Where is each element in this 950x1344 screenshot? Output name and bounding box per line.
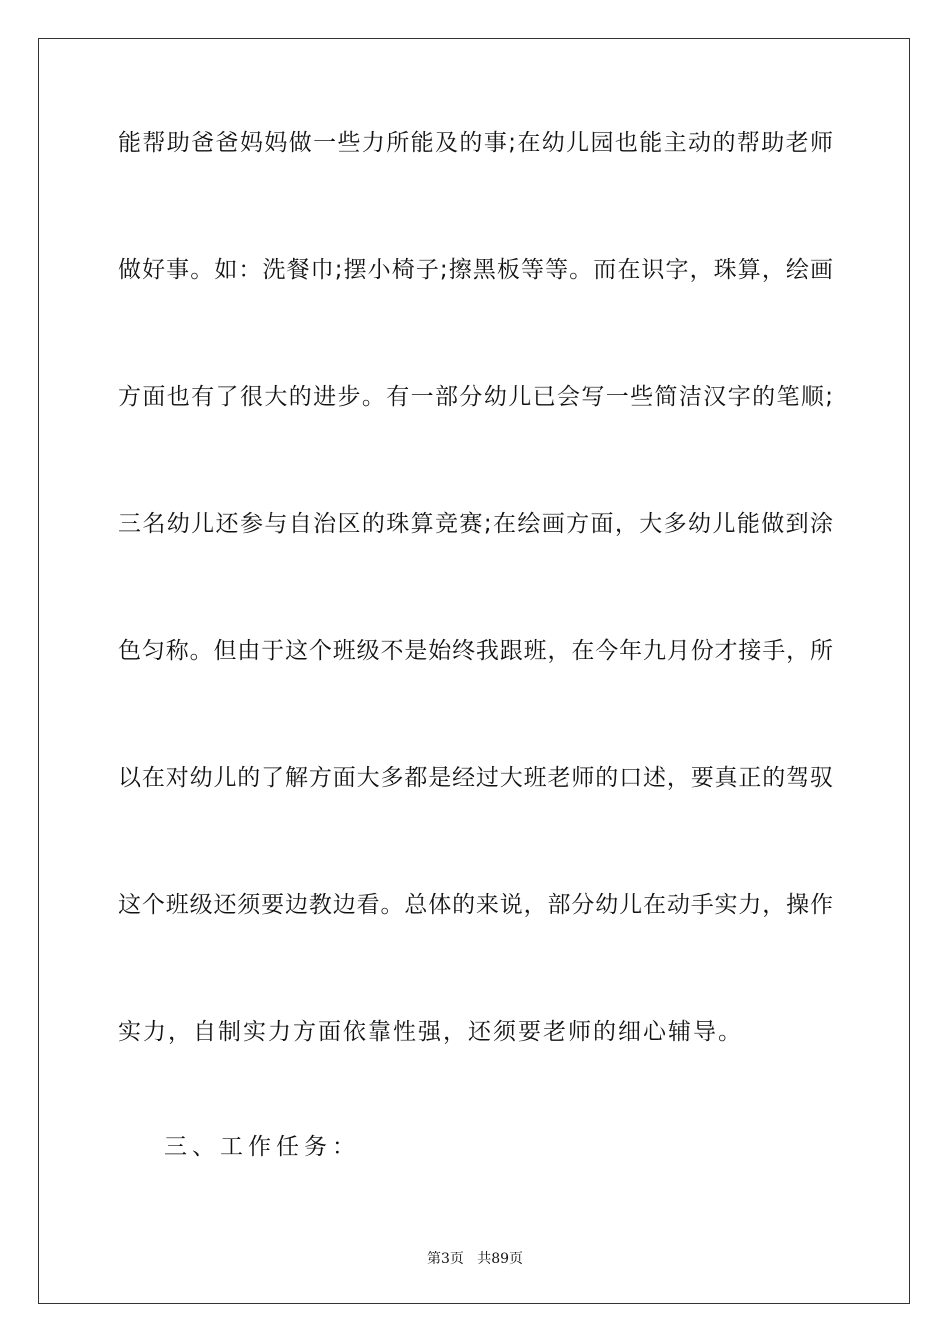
paragraph-line: 以在对幼儿的了解方面大多都是经过大班老师的口述，要真正的驾驭 <box>118 765 833 791</box>
paragraph-line: 方面也有了很大的进步。有一部分幼儿已会写一些简洁汉字的笔顺; <box>118 384 833 410</box>
paragraph-line: 三名幼儿还参与自治区的珠算竞赛;在绘画方面，大多幼儿能做到涂 <box>118 511 833 537</box>
section-heading: 三、工作任务： <box>164 1134 360 1160</box>
paragraph-line: 色匀称。但由于这个班级不是始终我跟班，在今年九月份才接手，所 <box>118 638 833 664</box>
document-body <box>118 120 833 1136</box>
paragraph-line: 这个班级还须要边教边看。总体的来说，部分幼儿在动手实力，操作 <box>118 892 833 918</box>
paragraph-line: 做好事。如：洗餐巾;摆小椅子;擦黑板等等。而在识字，珠算，绘画 <box>118 257 833 283</box>
page-number-footer: 第3页 共89页 <box>426 1251 524 1267</box>
paragraph-line: 能帮助爸爸妈妈做一些力所能及的事;在幼儿园也能主动的帮助老师 <box>118 130 833 156</box>
paragraph-line: 实力，自制实力方面依靠性强，还须要老师的细心辅导。 <box>118 1019 743 1045</box>
